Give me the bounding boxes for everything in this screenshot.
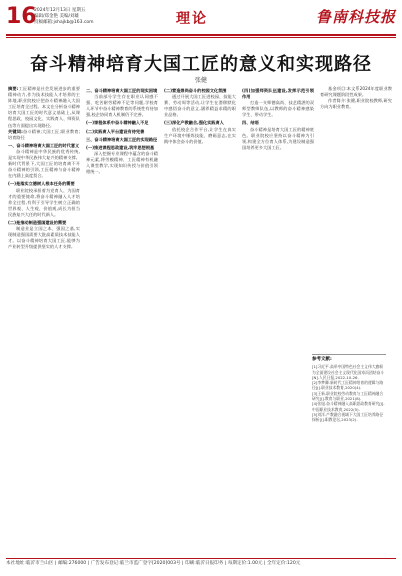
references-box (312, 354, 386, 547)
page-footer: 本社地址:临沂市兰山区 | 邮编:276000 | 广告发布登记:临兰市监广登字[2020]003号 | 印刷:临沂日报印务 | 每期定价:1.00元 | 全年定价:120元 (6, 558, 396, 569)
subheading: (一)是落实立德树人根本任务的需要 (8, 181, 75, 187)
column-3 (164, 86, 236, 548)
paragraph: 奋斗精神是中华民族的优秀传统,是实现中华民族伟大复兴的精神支撑。新时代背景下,大国工匠的培育离不开奋斗精神的引领,工匠精神与奋斗精神在内涵上高度契合。 (8, 148, 80, 179)
issue-editor: 编辑/郑金艳 美编/刘雄 (34, 14, 79, 19)
subheading: (三)深化产教融合,强化实践育人 (164, 120, 224, 126)
paragraph: 奋斗精神是培育大国工匠的精神底色。职业院校应坚持以奋斗精神为引领,构建全方位育人体系,为建设制造强国培养更多大国工匠。 (242, 126, 314, 150)
reference-item: [2]李梦卿.新时代工匠精神培育的逻辑与路径[J].职业技术教育,2020(4). (312, 380, 384, 391)
reference-item: [3]王新.职业院校劳动教育与工匠精神融合研究[J].教育与职业,2021(8). (312, 390, 384, 402)
issue-email: 投稿邮箱:jshajkb@163.com (34, 20, 94, 25)
reference-item: [4]张旭.奋斗精神融入高职思政教育研究[J].中国职业技术教育,2022(5). (312, 401, 385, 412)
section-heading: 二、奋斗精神培育大国工匠的现实困境 (86, 88, 158, 93)
paragraph: 深入挖掘专业课程中蕴含的奋斗精神元素,将劳模精神、工匠精神有机融入课堂教学,实现知识传授与价值引领相统一。 (86, 150, 158, 175)
subheading: (四)加强师资队伍建设,发挥示范引领作用 (242, 88, 314, 100)
page-number: 16 (6, 4, 37, 29)
paragraph: 依托校企合作平台,让学生在真实生产环境中锤炼技能、磨砺意志,在实践中体会奋斗的价值。 (164, 126, 236, 144)
subheading: (二)营造崇尚奋斗的校园文化氛围 (164, 88, 227, 93)
keywords-label: 关键词: (8, 128, 23, 134)
fund-note: 基金项目:本文系2024年度职业教育研究课题阶段性成果。 (320, 86, 392, 98)
paragraph: 打造一支师德高尚、技艺精湛的双师型教师队伍,以教师的奋斗精神感染学生、带动学生。 (242, 100, 314, 118)
column-2 (86, 86, 158, 548)
references-title: 参考文献: (312, 357, 332, 362)
article-title: 奋斗精神培育大国工匠的意义和实现路径 (30, 54, 372, 75)
author-bio: 作者简介:张健,职业院校教师,研究方向为职业教育。 (320, 98, 392, 110)
header-rule-thin (6, 37, 396, 38)
article-author: 张健 (194, 77, 207, 84)
paragraph: 当前部分学生存在职业认同感不强、吃苦耐劳精神不足等问题,学校育人环节中奋斗精神教育的系统性有待加强,校企协同育人机制仍不完善。 (86, 94, 158, 118)
newspaper-logo: 鲁南科技报 (315, 8, 396, 26)
column-5 (320, 86, 392, 276)
paragraph: 制造业是立国之本、强国之基,实现制造强国需要大批高素质技术技能人才。以奋斗精神培育大国工匠,能够为产业转型升级提供坚实的人才支撑。 (8, 226, 80, 250)
section-name: 理论 (176, 11, 208, 27)
abstract-label: 摘要: (8, 86, 19, 91)
column-4 (242, 86, 314, 548)
section-heading: 一、奋斗精神培育大国工匠的时代意义 (8, 142, 80, 148)
issue-meta (34, 8, 124, 26)
abstract-text: 工匠精神是社会发展进步的重要精神动力,作为技术技能人才培养的主阵地,职业院校应把奋斗精神融入大国工匠培育全过程。本文在分析奋斗精神培育大国工匠的时代意义基础上,从课程思政、校园文化、实践育人、师资队伍等方面提出实现路径。 (8, 86, 80, 128)
issue-date: 2024年12月13日 星期五 (34, 8, 86, 13)
subheading: (二)实践育人平台建设有待完善 (86, 128, 145, 134)
reference-item: [1]习近平.高举中国特色社会主义伟大旗帜 为全面建设社会主义现代化国家而团结奋斗[N].人民日报,2022-10-26. (312, 364, 385, 380)
reference-item: [5]刘洋.产教融合视域下大国工匠培养路径探析[J].职教论坛,2023(2). (312, 411, 384, 423)
subheading: (二)是推动制造强国建设的需要 (8, 219, 67, 225)
section-heading: 三、奋斗精神培育大国工匠的实现路径 (86, 136, 158, 142)
subheading: (一)推进课程思政建设,筑牢思想根基 (86, 144, 155, 150)
subheading: (一)课程体系中奋斗精神融入不足 (86, 120, 149, 126)
column-1 (8, 86, 80, 548)
header-rule (6, 34, 396, 36)
section-heading: 四、结语 (242, 120, 259, 126)
keywords-text: 奋斗精神;大国工匠;职业教育;培育路径 (8, 128, 80, 140)
paragraph: 职业院校承担着为党育人、为国育才的重要使命,将奋斗精神融入人才培养全过程,有利于引导学生树立正确的世界观、人生观、价值观,成长为担当民族复兴大任的时代新人。 (8, 187, 80, 217)
paragraph: 通过开展大国工匠进校园、技能大赛、劳动周等活动,让学生在潜移默化中感悟奋斗的意义,涵养精益求精的职业品格。 (164, 94, 236, 118)
